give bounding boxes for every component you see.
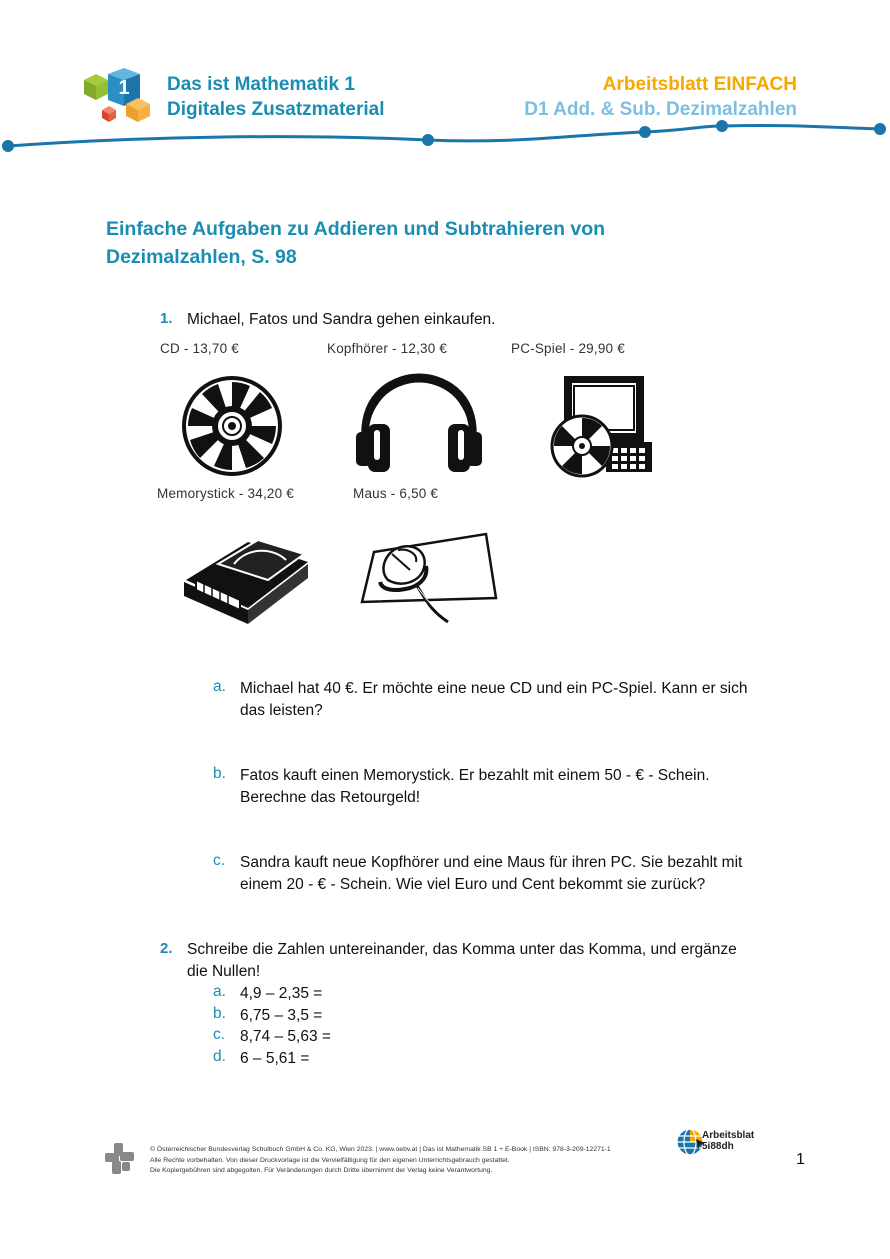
product-label-pc-game: PC-Spiel - 29,90 € <box>511 341 625 356</box>
page-title <box>106 215 746 271</box>
subtask-b-line-1: Fatos kauft einen Memorystick. Er bezahlt mit einem 50 - € - Schein. <box>240 767 710 784</box>
list-item <box>213 1047 310 1070</box>
publisher-logo-icon <box>104 1141 136 1175</box>
task-2-line-2: die Nullen! <box>187 963 261 980</box>
list-item <box>213 1004 323 1027</box>
item-letter: d. <box>213 1047 226 1065</box>
header-wave-line <box>0 118 890 158</box>
subtask-b-letter: b. <box>213 765 226 782</box>
footer-line-3: Die Kopiergebühren sind abgegolten. Für Veränderungen durch Dritte übernimmt der Verlag keine Verantwortung. <box>150 1167 493 1174</box>
task-2-number: 2. <box>160 940 173 957</box>
logo-digit: 1 <box>118 77 130 99</box>
worksheet-topic: D1 Add. & Sub. Dezimalzahlen <box>524 99 797 120</box>
worksheet-code-badge[interactable] <box>702 1130 754 1152</box>
product-label-mouse: Maus - 6,50 € <box>353 486 439 501</box>
task-1-text: Michael, Fatos und Sandra gehen einkaufen. <box>187 311 496 328</box>
memorystick-icon <box>178 520 314 626</box>
title-line-2: Dezimalzahlen, S. 98 <box>106 246 297 268</box>
item-letter: c. <box>213 1026 226 1043</box>
badge-line-1: Arbeitsblat <box>702 1130 755 1141</box>
subtask-c-letter: c. <box>213 852 226 869</box>
task-2 <box>160 940 800 980</box>
task-2-list <box>213 983 331 1069</box>
item-expression: 6 – 5,61 = <box>240 1049 310 1067</box>
footer-line-2: Alle Rechte vorbehalten. Von dieser Druckvorlage ist die Vervielfältigung für den eigenen Unterrichtsgebrauch gestattet. <box>150 1156 510 1164</box>
item-expression: 6,75 – 3,5 = <box>240 1006 323 1024</box>
subtask-b <box>213 765 793 806</box>
page-number: 1 <box>796 1151 805 1168</box>
task-1-header <box>160 310 496 328</box>
title-line-1: Einfache Aufgaben zu Addieren und Subtrahieren von <box>106 218 606 240</box>
badge-code: 5i88dh <box>702 1141 734 1152</box>
item-expression: 4,9 – 2,35 = <box>240 985 323 1002</box>
item-letter: a. <box>213 983 226 1000</box>
pc-game-icon <box>550 374 654 478</box>
product-label-memorystick: Memorystick - 34,20 € <box>157 486 294 501</box>
header-left <box>167 72 385 122</box>
footer-line-1: © Österreichischer Bundesverlag Schulbuch GmbH & Co. KG, Wien 2023. | www.oebv.at | Das ist Mathematik SB 1 + E-Book | ISBN: 978-3-209-12271-1 <box>150 1146 611 1153</box>
subtask-c-line-1: Sandra kauft neue Kopfhörer und eine Maus für ihren PC. Sie bezahlt mit <box>240 854 743 871</box>
book-title: Das ist Mathematik 1 <box>167 74 355 95</box>
headphones-icon <box>348 372 490 480</box>
subtask-a <box>213 678 793 719</box>
item-letter: b. <box>213 1004 226 1022</box>
mouse-icon <box>358 530 500 626</box>
task-2-line-1: Schreibe die Zahlen untereinander, das Komma unter das Komma, und ergänze <box>187 941 737 958</box>
footer-copyright <box>150 1145 611 1177</box>
subtask-b-line-2: Berechne das Retourgeld! <box>240 789 421 806</box>
product-label-headphones: Kopfhörer - 12,30 € <box>327 341 448 356</box>
worksheet-level: Arbeitsblatt EINFACH <box>602 74 797 95</box>
task-1-number: 1. <box>160 310 173 327</box>
book-subtitle: Digitales Zusatzmaterial <box>167 99 385 120</box>
subtask-a-line-1: Michael hat 40 €. Er möchte eine neue CD und ein PC-Spiel. Kann er sich <box>240 680 748 697</box>
cd-icon <box>180 374 284 478</box>
logo <box>80 66 156 126</box>
subtask-a-line-2: das leisten? <box>240 702 323 719</box>
subtask-c-line-2: einem 20 - € - Schein. Wie viel Euro und Cent bekommt sie zurück? <box>240 876 706 893</box>
subtask-a-letter: a. <box>213 678 226 695</box>
product-label-cd: CD - 13,70 € <box>160 341 239 356</box>
item-expression: 8,74 – 5,63 = <box>240 1028 331 1045</box>
subtask-c <box>213 852 793 893</box>
header-right <box>524 72 797 122</box>
list-item <box>213 983 323 1005</box>
list-item <box>213 1026 331 1048</box>
